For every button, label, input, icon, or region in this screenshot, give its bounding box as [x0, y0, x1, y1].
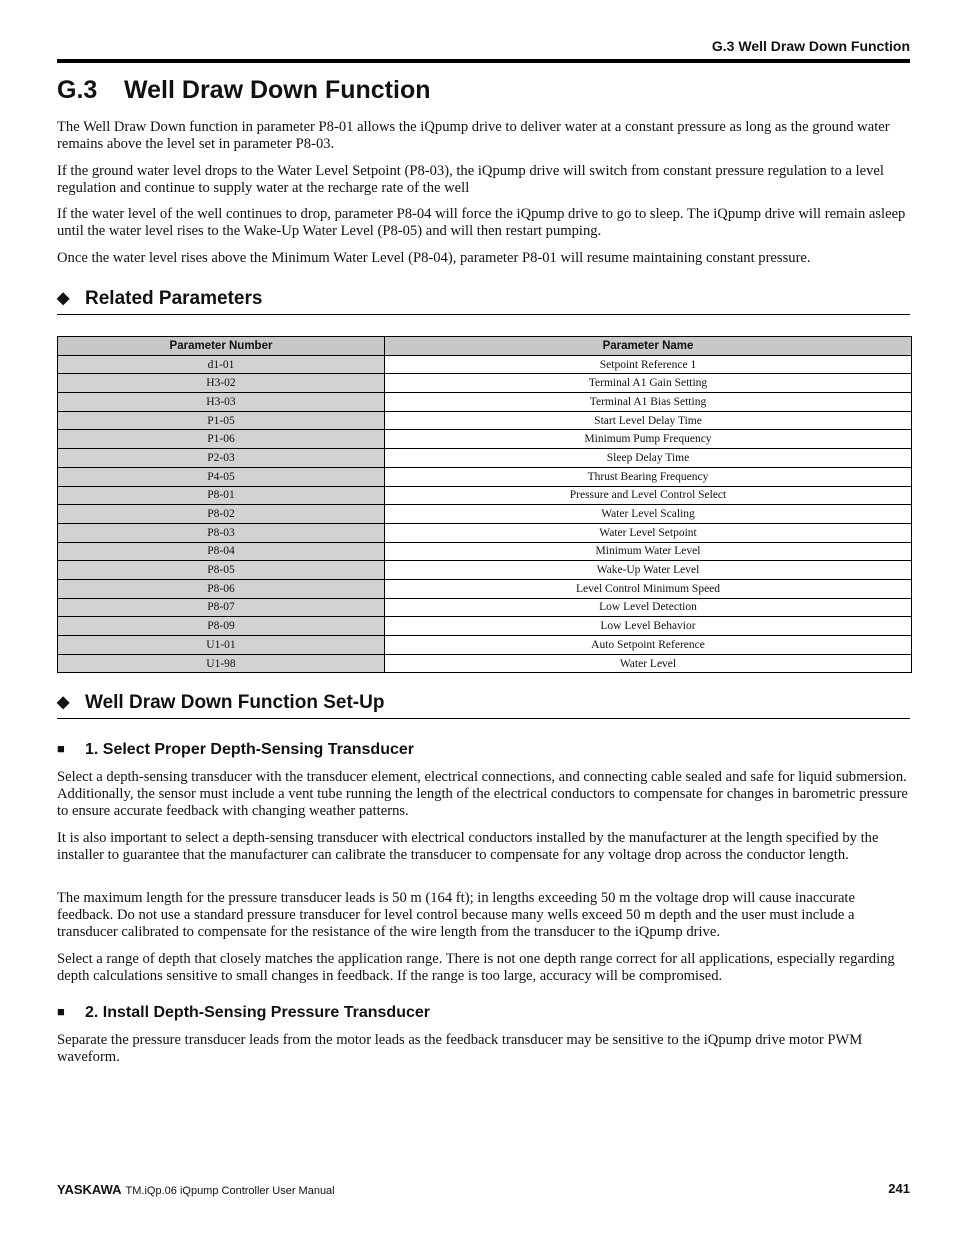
parameter-number-cell: U1-98 [58, 654, 385, 673]
related-parameters-table [57, 336, 912, 673]
parameter-number-cell: d1-01 [58, 355, 385, 374]
parameter-number-cell: P1-05 [58, 411, 385, 430]
table-row [58, 654, 912, 673]
parameter-name-cell: Level Control Minimum Speed [385, 579, 912, 598]
parameter-number-cell: P8-07 [58, 598, 385, 617]
parameter-number-cell: H3-02 [58, 374, 385, 393]
parameter-number-cell: P2-03 [58, 449, 385, 468]
parameter-name-cell: Water Level [385, 654, 912, 673]
parameter-name-cell: Water Level Scaling [385, 505, 912, 524]
step2-paragraph: Separate the pressure transducer leads from the motor leads as the feedback transducer may be sensitive to the iQpump drive motor PWM waveform. [57, 1032, 863, 1066]
parameter-name-cell: Low Level Detection [385, 598, 912, 617]
intro-paragraph: If the ground water level drops to the Water Level Setpoint (P8-03), the iQpump drive will switch from constant pressure regulation to a level regulation and continue to supply water at the recharge rate of the well [57, 163, 884, 197]
table-row [58, 598, 912, 617]
table-row [58, 486, 912, 505]
parameter-number-cell: P4-05 [58, 467, 385, 486]
related-parameters-heading: ◆ Related Parameters [57, 288, 910, 315]
running-header: G.3 Well Draw Down Function [711, 38, 910, 54]
parameter-number-cell: P8-02 [58, 505, 385, 524]
table-row [58, 636, 912, 655]
setup-heading: ◆ Well Draw Down Function Set-Up [57, 692, 910, 719]
diamond-bullet-icon: ◆ [57, 694, 70, 711]
parameter-name-cell: Setpoint Reference 1 [385, 355, 912, 374]
table-row [58, 561, 912, 580]
table-header-row [58, 337, 912, 356]
parameter-name-cell: Low Level Behavior [385, 617, 912, 636]
square-bullet-icon: ■ [57, 1004, 65, 1019]
step1-paragraph: The maximum length for the pressure transducer leads is 50 m (164 ft); in lengths exceeding 50 m the voltage drop will cause inaccurate feedback. Do not use a standard pressure transducer for level control because many wells exceed 50 m depth and the user must include a transducer calibrated to compensate for the resistance of the wire length from the transducer to the iQpump drive. [57, 890, 855, 941]
parameter-name-cell: Pressure and Level Control Select [385, 486, 912, 505]
parameter-name-cell: Minimum Pump Frequency [385, 430, 912, 449]
table-row [58, 393, 912, 412]
table-row [58, 467, 912, 486]
section-number: G.3 [57, 76, 98, 104]
footer-brand: YASKAWA [57, 1182, 122, 1197]
parameter-number-cell: U1-01 [58, 636, 385, 655]
table-row [58, 374, 912, 393]
table-row [58, 355, 912, 374]
step1-heading: ■ 1. Select Proper Depth-Sensing Transducer [57, 741, 414, 758]
diamond-bullet-icon: ◆ [57, 290, 70, 307]
table-row [58, 617, 912, 636]
table-row [58, 411, 912, 430]
table-row [58, 523, 912, 542]
parameter-number-cell: P8-05 [58, 561, 385, 580]
table-row [58, 449, 912, 468]
table-row [58, 430, 912, 449]
parameter-name-cell: Water Level Setpoint [385, 523, 912, 542]
step1-paragraph: Select a depth-sensing transducer with the transducer element, electrical connections, and connecting cable sealed and safe for liquid submersion. Additionally, the sensor must include a vent tube running the length of the electrical conductors to compensate for changes in barometric pressure to ensure accurate feedback with changing weather patterns. [57, 769, 908, 820]
intro-paragraph: Once the water level rises above the Minimum Water Level (P8-04), parameter P8-01 will resume maintaining constant pressure. [57, 250, 811, 266]
parameter-name-cell: Thrust Bearing Frequency [385, 467, 912, 486]
square-bullet-icon: ■ [57, 741, 65, 756]
step1-paragraph: It is also important to select a depth-sensing transducer with electrical conductors installed by the manufacturer at the length specified by the installer to guarantee that the manufacturer can calibrate the transducer to compensate for any voltage drop across the conductor length. [57, 830, 879, 864]
parameter-name-cell: Wake-Up Water Level [385, 561, 912, 580]
parameter-name-cell: Terminal A1 Gain Setting [385, 374, 912, 393]
footer-manual-title: TM.iQp.06 iQpump Controller User Manual [125, 1185, 335, 1197]
parameter-number-cell: P8-09 [58, 617, 385, 636]
section-title: Well Draw Down Function [124, 76, 431, 104]
step1-paragraph: Select a range of depth that closely matches the application range. There is not one depth range correct for all applications, especially regarding depth calculations sensitive to small changes in feedback. If the range is too large, accuracy will be compromised. [57, 951, 895, 985]
header-rule [57, 59, 910, 63]
parameter-name-cell: Start Level Delay Time [385, 411, 912, 430]
parameter-name-cell: Minimum Water Level [385, 542, 912, 561]
step2-heading: ■ 2. Install Depth-Sensing Pressure Transducer [57, 1004, 430, 1021]
table-row [58, 505, 912, 524]
parameter-name-cell: Terminal A1 Bias Setting [385, 393, 912, 412]
parameter-number-cell: P1-06 [58, 430, 385, 449]
parameter-number-cell: H3-03 [58, 393, 385, 412]
parameter-number-cell: P8-04 [58, 542, 385, 561]
column-header: Parameter Number [58, 337, 385, 356]
parameter-name-cell: Auto Setpoint Reference [385, 636, 912, 655]
page-footer [57, 1181, 910, 1199]
parameter-number-cell: P8-06 [58, 579, 385, 598]
table-row [58, 542, 912, 561]
parameter-number-cell: P8-01 [58, 486, 385, 505]
parameter-name-cell: Sleep Delay Time [385, 449, 912, 468]
page-number: 241 [888, 1181, 910, 1196]
column-header: Parameter Name [385, 337, 912, 356]
intro-paragraph: The Well Draw Down function in parameter P8-01 allows the iQpump drive to deliver water at a constant pressure as long as the ground water remains above the level set in parameter P8-03. [57, 119, 890, 153]
intro-paragraph: If the water level of the well continues to drop, parameter P8-04 will force the iQpump drive to go to sleep. The iQpump drive will remain asleep until the water level rises to the Wake-Up Water Level (P8-05) and will then restart pumping. [57, 206, 906, 240]
page-title [57, 76, 430, 105]
parameter-number-cell: P8-03 [58, 523, 385, 542]
table-row [58, 579, 912, 598]
